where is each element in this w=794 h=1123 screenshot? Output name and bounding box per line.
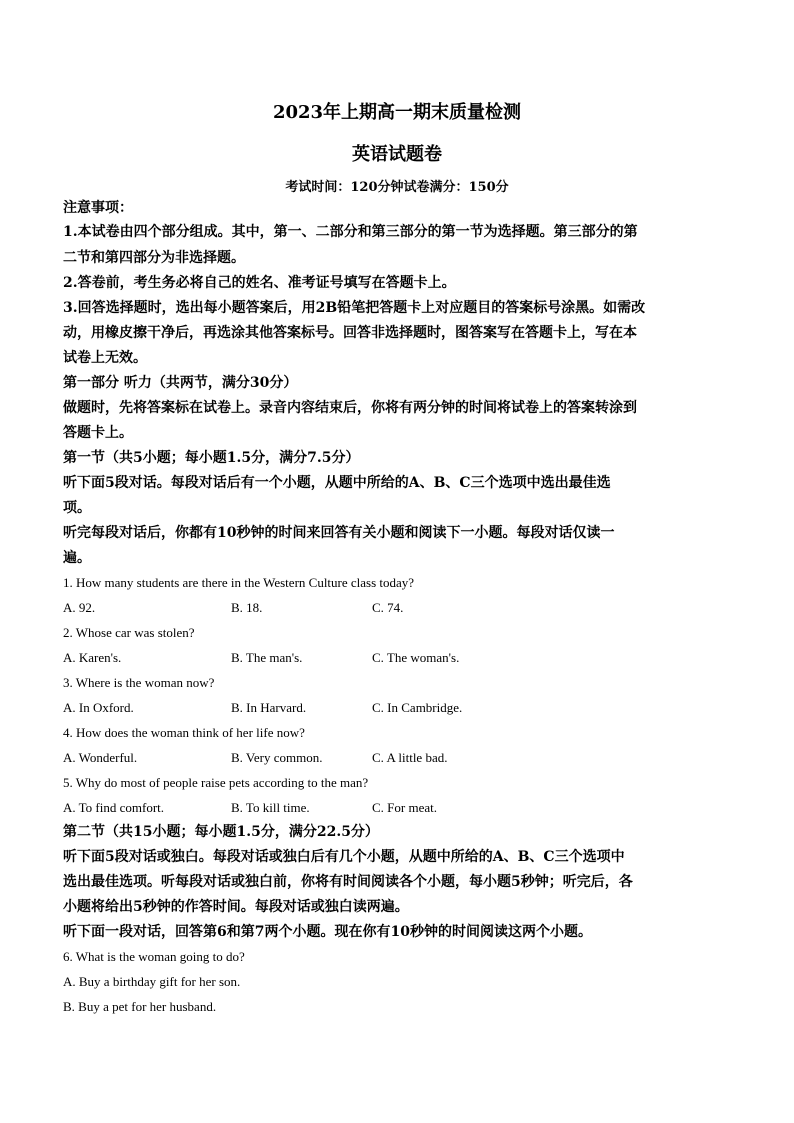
notes-line: 二节和第四部分为非选择题。 — [63, 250, 245, 266]
exam-subtitle: 英语试题卷 — [352, 144, 442, 165]
question-option: C. In Cambridge. — [372, 700, 463, 715]
exam-title: 2023年上期高一期末质量检测 — [272, 102, 522, 123]
question-option: C. A little bad. — [372, 750, 448, 765]
notes-line: 动，用橡皮擦干净后，再选涂其他答案标号。回答非选择题时，图答案写在答题卡上，写在本 — [63, 325, 637, 341]
question-option: A. 92. — [63, 600, 96, 615]
notes-line: 2.答卷前，考生务必将自己的姓名、准考证号填写在答题卡上。 — [63, 275, 456, 291]
question-text: 5. Why do most of people raise pets according to the man? — [63, 775, 369, 790]
section1-instruction: 听下面5段对话。每段对话后有一个小题，从题中所给的A、B、C三个选项中选出最佳选 — [63, 475, 611, 491]
question-text: 4. How does the woman think of her life now? — [63, 725, 305, 740]
question-option: B. In Harvard. — [231, 700, 307, 715]
section1-instruction: 听完每段对话后，你都有10秒钟的时间来回答有关小题和阅读下一小题。每段对话仅读一 — [63, 525, 615, 541]
section1-instruction: 项。 — [63, 500, 91, 516]
section1-heading: 第一节（共5小题；每小题1.5分，满分7.5分） — [63, 450, 360, 466]
section2-instruction: 听下面5段对话或独白。每段对话或独白后有几个小题，从题中所给的A、B、C三个选项中 — [63, 849, 625, 865]
question-option: B. Very common. — [231, 750, 323, 765]
question-option: A. Wonderful. — [63, 750, 138, 765]
question-option: C. 74. — [372, 600, 404, 615]
section2-instruction: 听下面一段对话，回答第6和第7两个小题。现在你有10秒钟的时间阅读这两个小题。 — [63, 924, 592, 940]
question-text: 6. What is the woman going to do? — [63, 949, 245, 964]
notes-line: 3.回答选择题时，选出每小题答案后，用2B铅笔把答题卡上对应题目的答案标号涂黑。如需改 — [63, 300, 646, 316]
question-text: 1. How many students are there in the Western Culture class today? — [63, 575, 415, 590]
question-option: A. Buy a birthday gift for her son. — [63, 974, 241, 989]
question-option: C. For meat. — [372, 800, 437, 815]
notes-line: 1.本试卷由四个部分组成。其中，第一、二部分和第三部分的第一节为选择题。第三部分的第 — [63, 224, 638, 240]
question-option: B. The man's. — [231, 650, 303, 665]
question-text: 3. Where is the woman now? — [63, 675, 215, 690]
part1-intro-line: 做题时，先将答案标在试卷上。录音内容结束后，你将有两分钟的时间将试卷上的答案转涂到 — [63, 400, 637, 416]
question-option: A. Karen's. — [63, 650, 122, 665]
question-option: A. In Oxford. — [63, 700, 134, 715]
part1-intro-line: 答题卡上。 — [63, 425, 133, 441]
exam-info: 考试时间：120分钟试卷满分：150分 — [285, 180, 509, 195]
part1-heading: 第一部分 听力（共两节，满分30分） — [63, 375, 298, 391]
section1-instruction: 遍。 — [63, 550, 91, 566]
question-option: B. 18. — [231, 600, 263, 615]
notes-line: 试卷上无效。 — [63, 350, 147, 366]
question-option: B. Buy a pet for her husband. — [63, 999, 217, 1014]
question-option: A. To find comfort. — [63, 800, 165, 815]
question-option: C. The woman's. — [372, 650, 460, 665]
section2-instruction: 小题将给出5秒钟的作答时间。每段对话或独白读两遍。 — [63, 899, 409, 915]
section2-instruction: 选出最佳选项。听每段对话或独白前，你将有时间阅读各个小题，每小题5秒钟；听完后，各 — [63, 874, 633, 890]
question-text: 2. Whose car was stolen? — [63, 625, 195, 640]
section2-heading: 第二节（共15小题；每小题1.5分，满分22.5分） — [63, 824, 379, 840]
question-option: B. To kill time. — [231, 800, 310, 815]
notes-heading: 注意事项： — [63, 200, 133, 216]
